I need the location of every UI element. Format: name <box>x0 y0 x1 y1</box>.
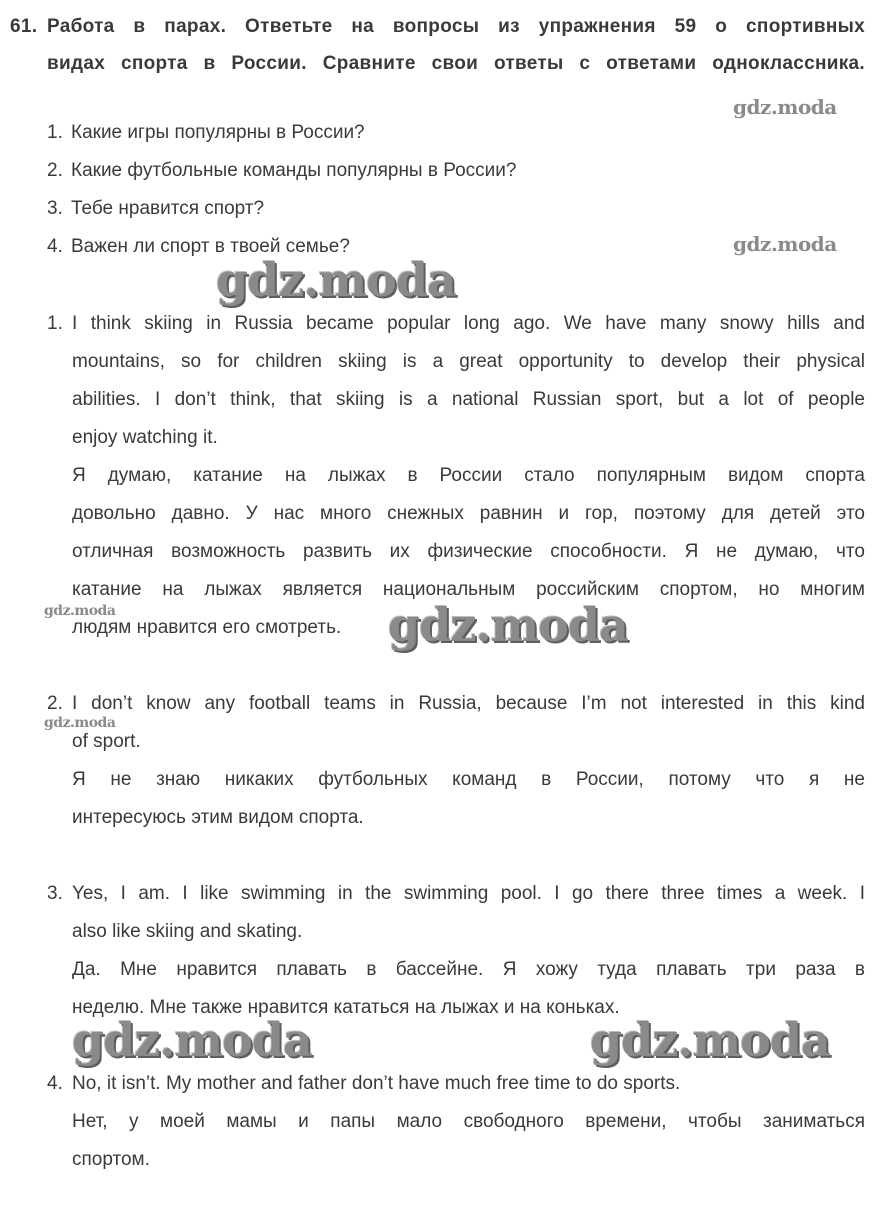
answer-number-4: 4. <box>47 1073 63 1094</box>
answer-2-russian-line: Я не знаю никаких футбольных команд в России, потому что я не <box>72 769 865 790</box>
answer-number-1: 1. <box>47 313 63 334</box>
answer-4-russian-line: Нет, у моей мамы и папы мало свободного времени, чтобы заниматься <box>72 1111 865 1132</box>
answer-3-english-line: Yes, I am. I like swimming in the swimming pool. I go there three times a week. I <box>72 883 865 904</box>
watermark: gdz.moda <box>733 232 837 256</box>
answer-1-russian-line: людям нравится его смотреть. <box>72 617 342 638</box>
answer-1-english-line: abilities. I don’t think, that skiing is a national Russian sport, but a lot of people <box>72 389 865 410</box>
exercise-number: 61. <box>10 16 38 37</box>
answer-1-english-line: I think skiing in Russia became popular long ago. We have many snowy hills and <box>72 313 865 334</box>
question-number-2: 2. <box>47 160 63 181</box>
answer-4-english-line: No, it isn’t. My mother and father don’t have much free time to do sports. <box>72 1073 681 1094</box>
answer-number-2: 2. <box>47 693 63 714</box>
watermark: gdz.moda <box>44 603 116 619</box>
watermark: gdz.moda <box>44 715 116 731</box>
answer-1-russian-line: отличная возможность развить их физические способности. Я не думаю, что <box>72 541 865 562</box>
question-text-2: Какие футбольные команды популярны в России? <box>71 160 517 181</box>
answer-2-english-line: of sport. <box>72 731 141 752</box>
answer-3-russian-line: Да. Мне нравится плавать в бассейне. Я хожу туда плавать три раза в <box>72 959 865 980</box>
watermark: gdz.moda <box>388 598 628 652</box>
watermark: gdz.moda <box>72 1013 312 1067</box>
question-text-3: Тебе нравится спорт? <box>71 198 265 219</box>
question-number-1: 1. <box>47 122 63 143</box>
answer-1-russian-line: довольно давно. У нас много снежных равнин и гор, поэтому для детей это <box>72 503 865 524</box>
answer-1-english-line: mountains, so for children skiing is a great opportunity to develop their physical <box>72 351 865 372</box>
question-number-4: 4. <box>47 236 63 257</box>
watermark: gdz.moda <box>590 1013 830 1067</box>
question-number-3: 3. <box>47 198 63 219</box>
watermark: gdz.moda <box>216 253 456 307</box>
answer-number-3: 3. <box>47 883 63 904</box>
exercise-title-line-1: Работа в парах. Ответьте на вопросы из упражнения 59 о спортивных <box>47 16 865 37</box>
question-text-4: Важен ли спорт в твоей семье? <box>71 236 350 257</box>
exercise-title <box>47 8 865 82</box>
answer-2-english-line: I don’t know any football teams in Russia, because I’m not interested in this kind <box>72 693 865 714</box>
watermark: gdz.moda <box>733 95 837 119</box>
answer-1-english-line: enjoy watching it. <box>72 427 218 448</box>
answer-1-russian-line: Я думаю, катание на лыжах в России стало популярным видом спорта <box>72 465 865 486</box>
question-text-1: Какие игры популярны в России? <box>71 122 365 143</box>
answer-4-russian-line: спортом. <box>72 1149 150 1170</box>
exercise-title-line-2: видах спорта в России. Сравните свои ответы с ответами одноклассника. <box>47 53 865 74</box>
answer-3-russian-line: неделю. Мне также нравится кататься на лыжах и на коньках. <box>72 997 620 1018</box>
answer-1-russian-line: катание на лыжах является национальным российским спортом, но многим <box>72 579 865 600</box>
answer-2-russian-line: интересуюсь этим видом спорта. <box>72 807 364 828</box>
answer-3-english-line: also like skiing and skating. <box>72 921 303 942</box>
